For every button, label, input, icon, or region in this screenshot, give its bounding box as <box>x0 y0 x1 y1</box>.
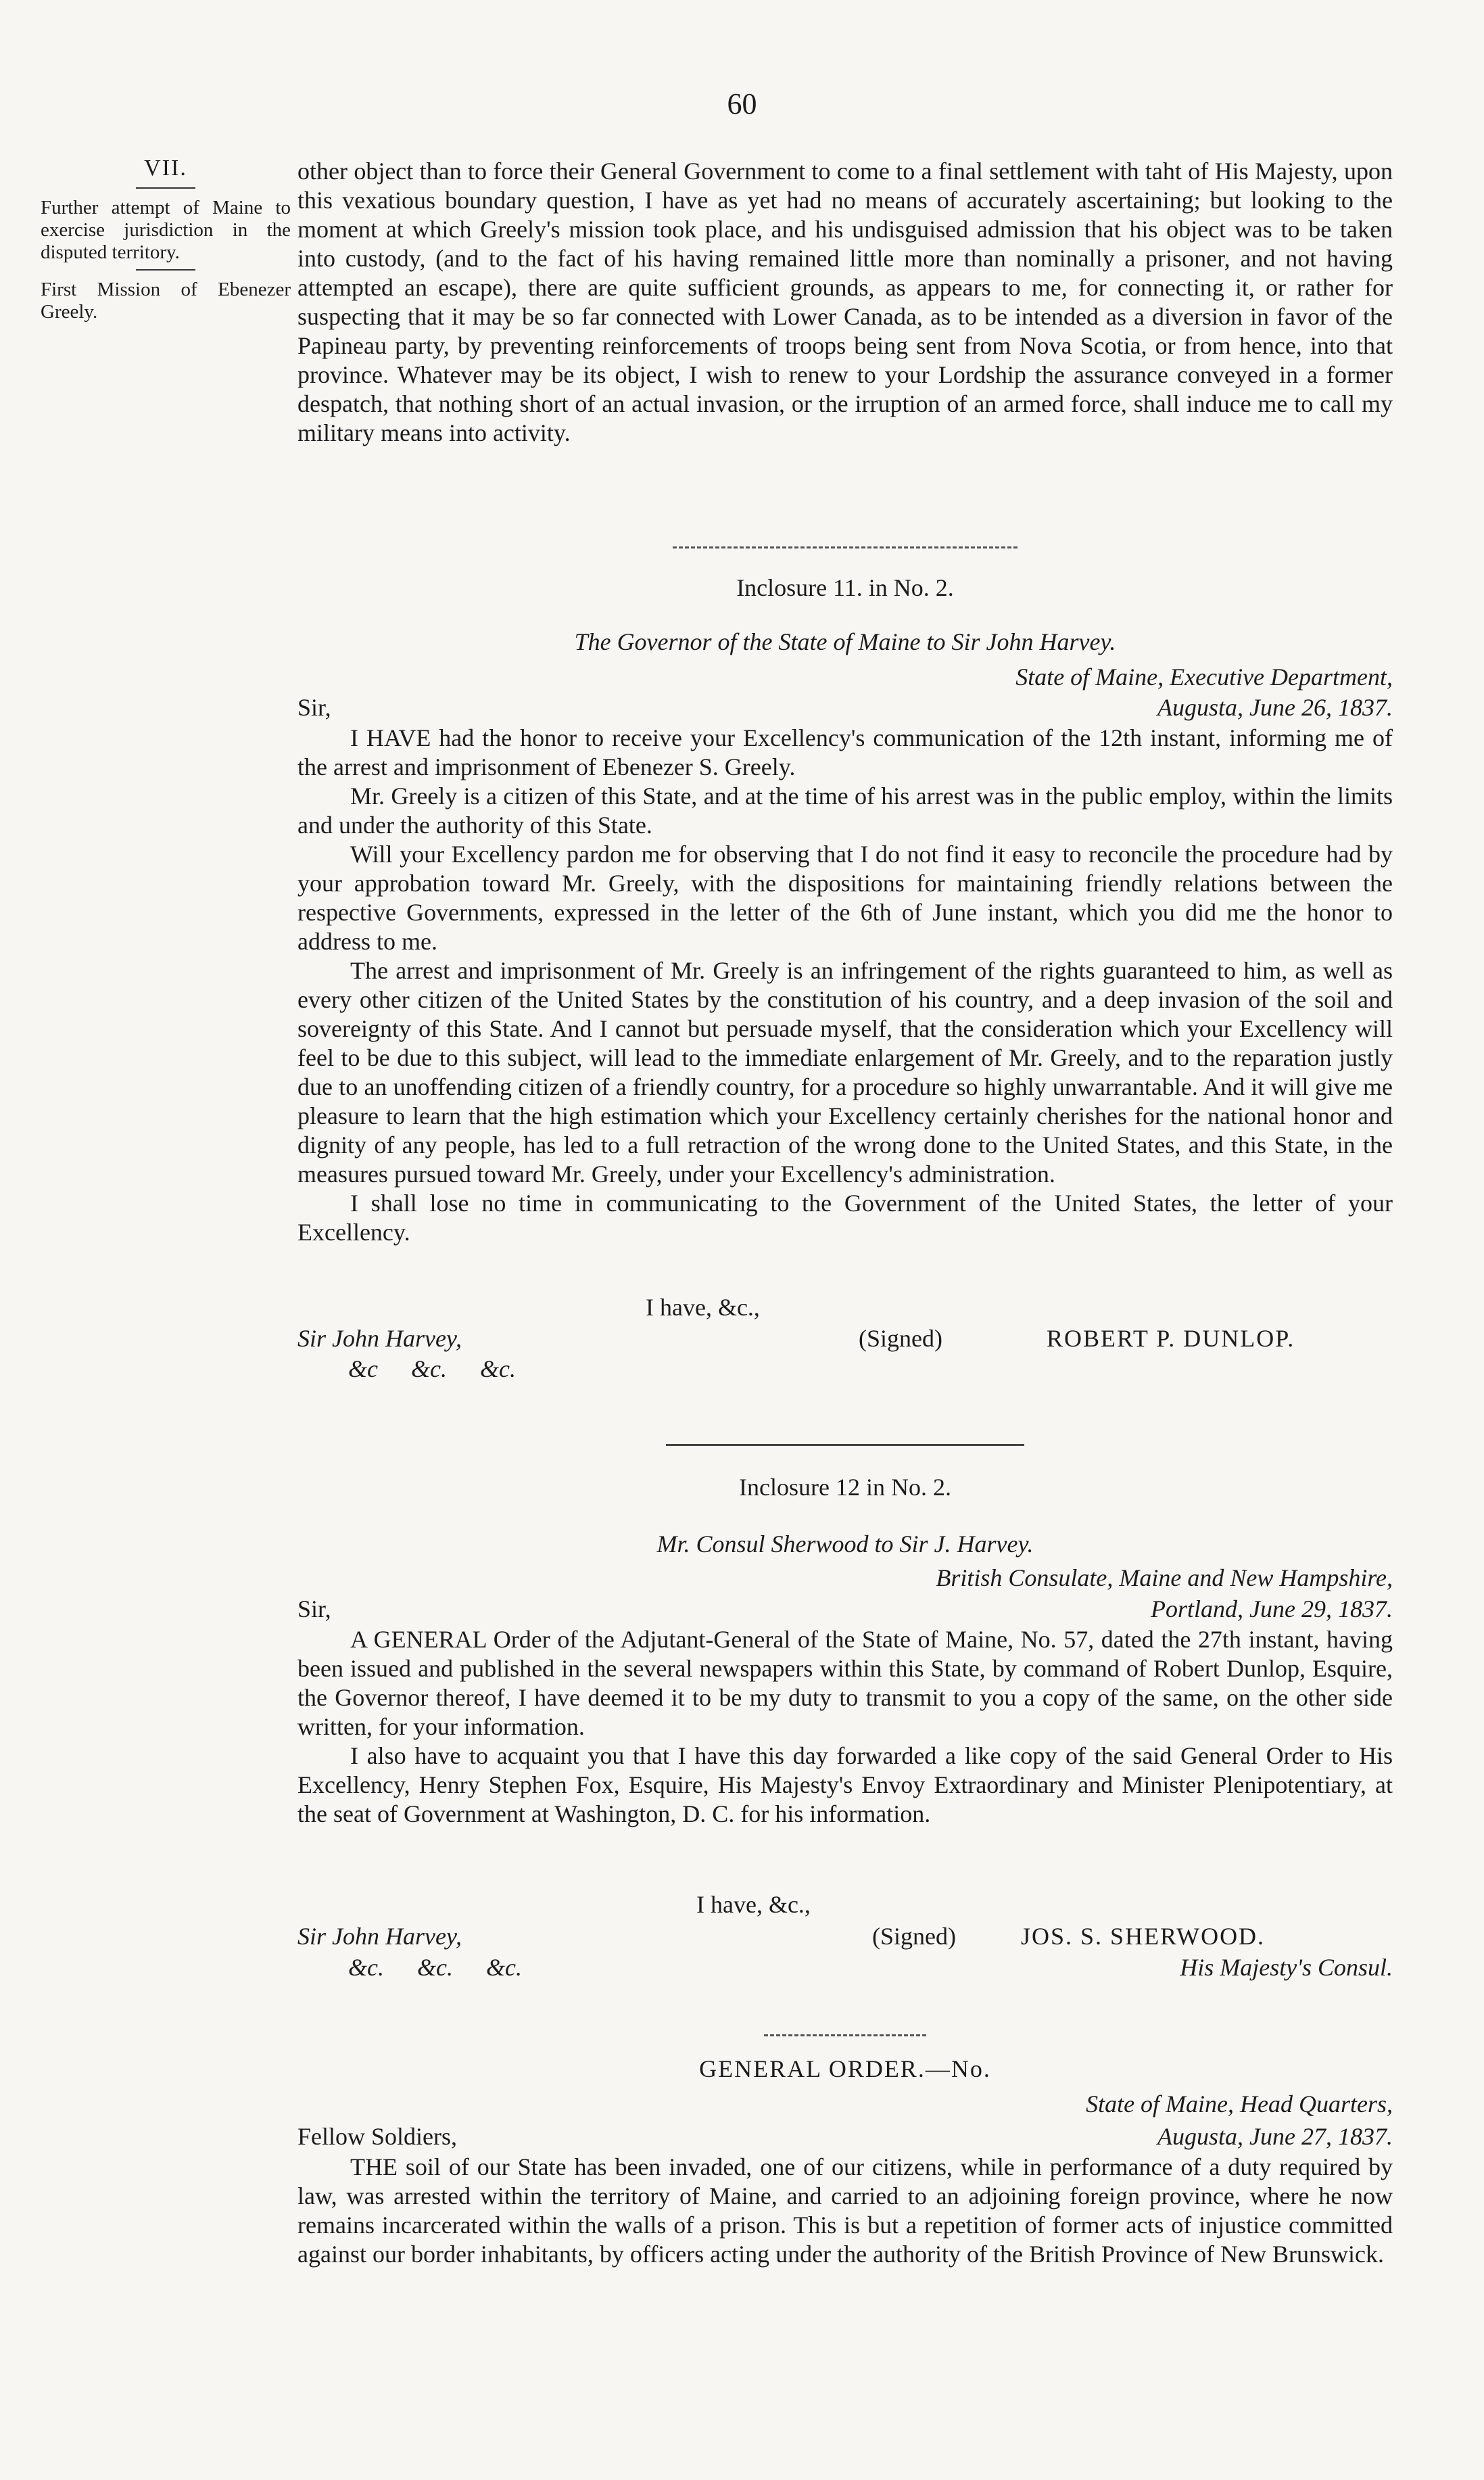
inclosure12-salutation: Sir, <box>297 1595 331 1622</box>
inclosure12-etc: &c. &c. &c. <box>348 1954 522 1981</box>
inclosure11-closing: I have, &c., <box>646 1294 760 1321</box>
general-order-paragraph: THE soil of our State has been invaded, one of our citizens, while in performance of a duty required by law, was arrested within the territory of Maine, and carried to an adjoining foreign province, where he now remains incarcerated within the walls of a prison. This is but a repetition of former acts of injustice committed against our border inhabitants, by officers acting under the authority of the British Province of New Brunswick. <box>297 2153 1393 2268</box>
margin-note-greely-mission: First Mission of Ebenezer Greely. <box>41 279 291 323</box>
margin-divider <box>136 269 195 271</box>
inclosure11-paragraph: The arrest and imprisonment of Mr. Greely is an infringement of the rights guaranteed to him, as well as every other citizen of the United States by the constitution of his country, and a deep invasion of the soil and sovereignty of this State. And I cannot but persuade myself, that the consideration which your Excellency will feel to be due to this subject, will lead to the immediate enlargement of Mr. Greely, and to the reparation justly due to an unoffending citizen of a friendly country, for a procedure so highly unwarrantable. And it will give me pleasure to learn that the high estimation which your Excellency certainly cherishes for the national honor and dignity of any people, has led to a full retraction of the wrong done to the United States, and this State, in the measures pursued toward Mr. Greely, under your Excellency's administration. <box>297 957 1393 1188</box>
inclosure11-etc: &c &c. &c. <box>348 1355 516 1382</box>
inclosure11-addressee: Sir John Harvey, <box>297 1325 462 1352</box>
general-order-place: State of Maine, Head Quarters, <box>1086 2090 1393 2118</box>
inclosure12-subtitle: Mr. Consul Sherwood to Sir J. Harvey. <box>656 1530 1034 1558</box>
section-number: VII. <box>144 156 187 181</box>
section-divider <box>666 1444 1024 1446</box>
inclosure12-signature: JOS. S. SHERWOOD. <box>1021 1923 1266 1950</box>
inclosure12-place: British Consulate, Maine and New Hampshire, <box>936 1564 1393 1591</box>
margin-note-jurisdiction: Further attempt of Maine to exercise jurisdiction in the disputed territory. <box>41 197 291 263</box>
inclosure12-paragraph: I also have to acquaint you that I have this day forwarded a like copy of the said General Order to His Excellency, Henry Stephen Fox, Esquire, His Majesty's Envoy Extraordinary and Minister Plenipotentiary, at the seat of Government at Washington, D. C. for his information. <box>297 1742 1393 1827</box>
top-continuation-text <box>297 157 1393 448</box>
inclosure11-body <box>297 724 1393 1247</box>
inclosure11-signed: (Signed) <box>859 1325 942 1352</box>
inclosure11-paragraph: Will your Excellency pardon me for observing that I do not find it easy to reconcile the procedure had by your approbation toward Mr. Greely, with the dispositions for maintaining friendly relations between the respective Governments, expressed in the letter of the 6th of June instant, which you did me the honor to address to me. <box>297 841 1393 955</box>
inclosure11-title: Inclosure 11. in No. 2. <box>736 574 954 601</box>
inclosure12-date: Portland, June 29, 1837. <box>1151 1595 1393 1622</box>
inclosure12-closing: I have, &c., <box>696 1891 811 1918</box>
section-divider <box>673 546 1018 548</box>
general-order-body <box>297 2153 1393 2269</box>
continuation-paragraph: other object than to force their General Government to come to a final settlement with taht of His Majesty, upon this vexatious boundary question, I have as yet had no means of accurately ascertaining; but looking to the moment at which Greely's mission took place, and his undisguised admission that his object was to be taken into custody, (and to the fact of his having remained little more than nominally a prisoner, and not having attempted an escape), there are quite sufficient grounds, as appears to me, for connecting it, or rather for suspecting that it may be so far connected with Lower Canada, as to be intended as a diversion in favor of the Papineau party, by preventing reinforcements of troops being sent from Nova Scotia, or from hence, into that province. Whatever may be its object, I wish to renew to your Lordship the assurance conveyed in a former despatch, that nothing short of an actual invasion, or the irruption of an armed force, shall induce me to call my military means into activity. <box>297 158 1393 446</box>
inclosure12-paragraph: A GENERAL Order of the Adjutant-General of the State of Maine, No. 57, dated the 27th instant, having been issued and published in the several newspapers within this State, by command of Robert Dunlop, Esquire, the Governor thereof, I have deemed it to be my duty to transmit to you a copy of the same, on the other side written, for your information. <box>297 1626 1393 1740</box>
inclosure11-paragraph: I shall lose no time in communicating to the Government of the United States, the letter of your Excellency. <box>297 1190 1393 1246</box>
inclosure11-signature: ROBERT P. DUNLOP. <box>1047 1325 1295 1352</box>
inclosure12-title: Inclosure 12 in No. 2. <box>739 1474 951 1501</box>
inclosure11-date: Augusta, June 26, 1837. <box>1157 694 1393 721</box>
inclosure11-salutation: Sir, <box>297 694 331 721</box>
inclosure12-addressee: Sir John Harvey, <box>297 1923 462 1950</box>
inclosure11-paragraph: I HAVE had the honor to receive your Excellency's communication of the 12th instant, informing me of the arrest and imprisonment of Ebenezer S. Greely. <box>297 724 1393 780</box>
inclosure11-place: State of Maine, Executive Department, <box>1015 663 1393 691</box>
inclosure12-signature-title: His Majesty's Consul. <box>1180 1954 1393 1981</box>
margin-notes <box>41 157 291 323</box>
general-order-salutation: Fellow Soldiers, <box>297 2123 458 2150</box>
general-order-title: GENERAL ORDER.—No. <box>699 2055 991 2082</box>
inclosure11-subtitle: The Governor of the State of Maine to Sir John Harvey. <box>574 628 1116 655</box>
inclosure11-paragraph: Mr. Greely is a citizen of this State, and at the time of his arrest was in the public employ, within the limits and under the authority of this State. <box>297 782 1393 839</box>
general-order-date: Augusta, June 27, 1837. <box>1157 2123 1393 2150</box>
section-divider <box>764 2034 926 2036</box>
inclosure12-body <box>297 1625 1393 1829</box>
margin-divider <box>136 187 195 189</box>
page-number: 60 <box>727 87 757 120</box>
inclosure12-signed: (Signed) <box>872 1923 956 1950</box>
